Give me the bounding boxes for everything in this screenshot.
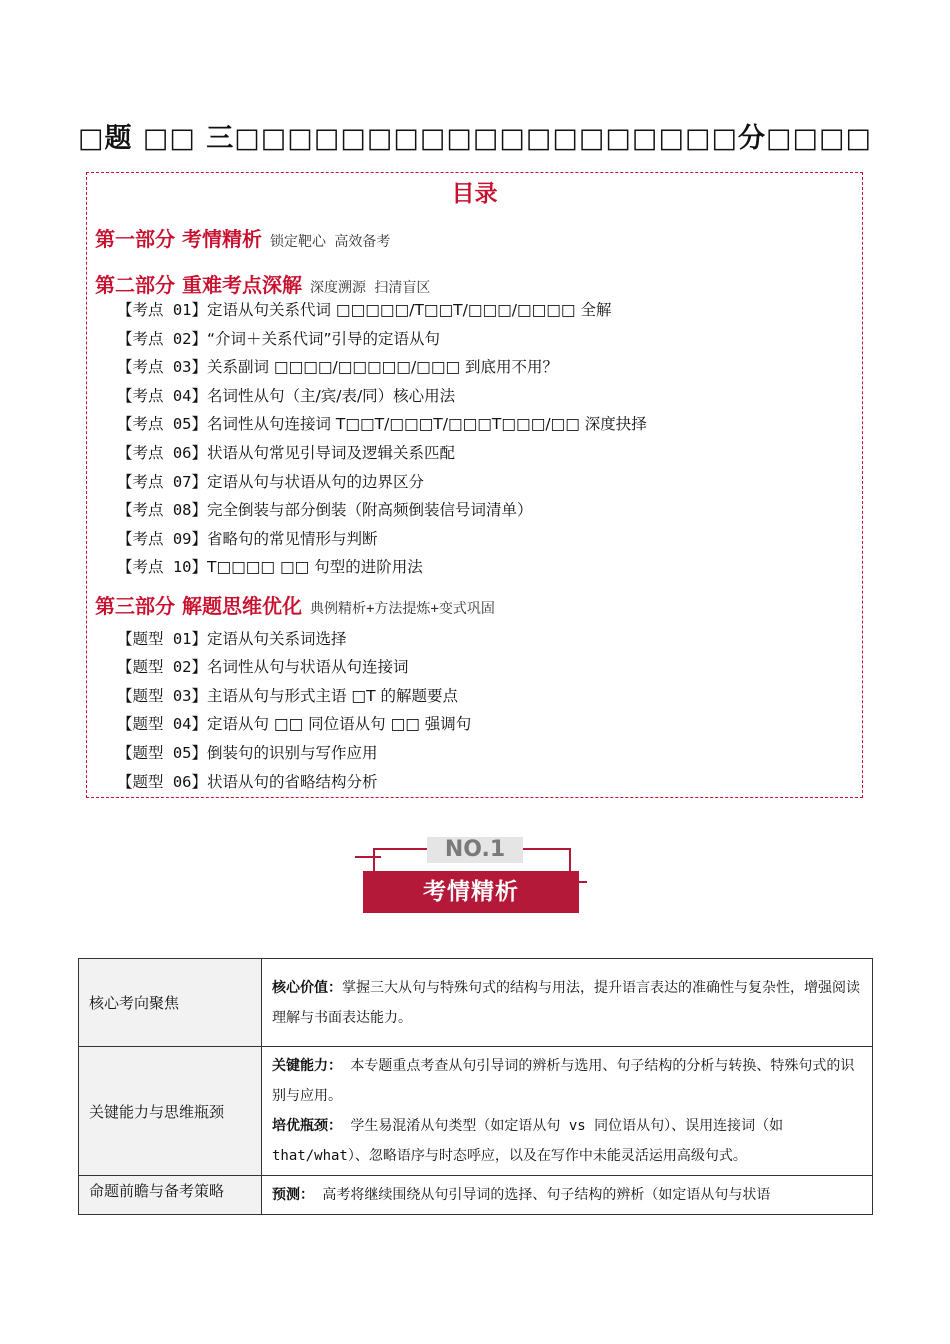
toc-point-01[interactable] [117, 300, 611, 320]
banner-line-left-vertical [373, 848, 375, 872]
toc-type-06[interactable] [117, 772, 378, 792]
point-tag: 【考点 09】 [117, 530, 207, 548]
point-text: 完全倒装与部分倒装（附高频倒装信号词清单） [207, 501, 533, 519]
toc-point-10[interactable] [117, 557, 423, 577]
type-tag: 【题型 01】 [117, 630, 207, 648]
toc-point-09[interactable] [117, 529, 378, 549]
part-title: 第三部分 解题思维优化 [95, 594, 302, 618]
paragraph [272, 1180, 862, 1210]
part-subtitle: 典例精析+方法提炼+变式巩固 [309, 601, 495, 617]
point-tag: 【考点 04】 [117, 387, 207, 405]
point-tag: 【考点 07】 [117, 473, 207, 491]
banner-line-top-right [523, 848, 571, 850]
banner-line-left [355, 856, 381, 858]
type-text: 状语从句的省略结构分析 [207, 773, 378, 791]
toc-point-08[interactable] [117, 500, 533, 520]
point-text: 状语从句常见引导词及逻辑关系匹配 [207, 444, 456, 462]
point-text: 名词性从句（主/宾/表/同）核心用法 [207, 387, 456, 405]
row-label: 核心考向聚焦 [79, 959, 262, 1047]
type-text: 定语从句 □□ 同位语从句 □□ 强调句 [207, 715, 472, 733]
paragraph-text: 掌握三大从句与特殊句式的结构与用法，提升语言表达的准确性与复杂性，增强阅读理解与书面表达能力。 [272, 980, 860, 1026]
point-text: 定语从句与状语从句的边界区分 [207, 473, 425, 491]
point-tag: 【考点 10】 [117, 558, 207, 576]
type-text: 名词性从句与状语从句连接词 [207, 658, 409, 676]
row-content [262, 1047, 873, 1176]
point-tag: 【考点 06】 [117, 444, 207, 462]
row-content [262, 959, 873, 1047]
type-tag: 【题型 04】 [117, 715, 207, 733]
toc-part-3[interactable] [95, 590, 495, 619]
section-banner [355, 835, 595, 917]
paragraph-text: 高考将继续围绕从句引导词的选择、句子结构的辨析（如定语从句与状语 [314, 1187, 771, 1203]
paragraph-bold: 培优瓶颈： [272, 1118, 342, 1134]
toc-point-03[interactable] [117, 357, 558, 377]
paragraph [272, 963, 862, 1033]
paragraph [272, 1111, 862, 1171]
point-tag: 【考点 03】 [117, 358, 207, 376]
part-subtitle: 锁定靶心 高效备考 [269, 234, 391, 250]
paragraph-text: 本专题重点考查从句引导词的辨析与选用、句子结构的分析与转换、特殊句式的识别与应用。 [272, 1058, 855, 1104]
toc-point-07[interactable] [117, 472, 424, 492]
type-tag: 【题型 05】 [117, 744, 207, 762]
toc-point-02[interactable] [117, 329, 440, 349]
banner-label: 考情精析 [363, 871, 579, 913]
paragraph-bold: 关键能力： [272, 1058, 342, 1074]
point-text: 关系副词 □□□□/□□□□□/□□□ 到底用不用？ [207, 358, 559, 376]
point-tag: 【考点 08】 [117, 501, 207, 519]
toc-type-03[interactable] [117, 686, 458, 706]
table-of-contents [86, 172, 863, 798]
point-tag: 【考点 02】 [117, 330, 207, 348]
type-tag: 【题型 06】 [117, 773, 207, 791]
banner-line-top-left [373, 848, 427, 850]
paragraph-text: 学生易混淆从句类型（如定语从句 vs 同位语从句）、误用连接词（如 that/what）、忽略语序与时态呼应，以及在写作中未能灵活运用高级句式。 [272, 1118, 784, 1164]
point-text: 省略句的常见情形与判断 [207, 530, 378, 548]
paragraph-bold: 预测： [272, 1187, 314, 1203]
paragraph [272, 1051, 862, 1111]
part-subtitle: 深度溯源 扫清盲区 [309, 280, 431, 296]
point-text: “介词＋关系代词”引导的定语从句 [207, 330, 441, 348]
part-title: 第一部分 考情精析 [95, 227, 262, 251]
banner-number: NO.1 [427, 837, 523, 863]
banner-line-right-vertical [569, 848, 571, 872]
page-title: □题 □□ 三□□□□□□□□□□□□□□□□□□□分□□□□ [77, 123, 873, 154]
toc-type-01[interactable] [117, 629, 347, 649]
toc-type-05[interactable] [117, 743, 378, 763]
table-row [79, 959, 873, 1047]
type-tag: 【题型 02】 [117, 658, 207, 676]
table-row [79, 1176, 873, 1215]
exam-analysis-table [78, 958, 873, 1215]
paragraph-bold: 核心价值： [272, 980, 342, 996]
point-text: T□□□□ □□ 句型的进阶用法 [207, 558, 423, 576]
toc-point-04[interactable] [117, 386, 455, 406]
point-tag: 【考点 05】 [117, 415, 207, 433]
part-title: 第二部分 重难考点深解 [95, 273, 302, 297]
toc-part-2[interactable] [95, 269, 430, 298]
type-text: 主语从句与形式主语 □T 的解题要点 [207, 687, 458, 705]
toc-point-06[interactable] [117, 443, 455, 463]
toc-type-02[interactable] [117, 657, 409, 677]
point-text: 定语从句关系代词 □□□□□/T□□T/□□□/□□□□ 全解 [207, 301, 612, 319]
type-text: 定语从句关系词选择 [207, 630, 347, 648]
toc-heading: 目录 [451, 181, 498, 207]
row-label: 关键能力与思维瓶颈 [79, 1047, 262, 1176]
row-content [262, 1176, 873, 1215]
type-tag: 【题型 03】 [117, 687, 207, 705]
point-tag: 【考点 01】 [117, 301, 207, 319]
table-row [79, 1047, 873, 1176]
point-text: 名词性从句连接词 T□□T/□□□T/□□□T□□□/□□ 深度抉择 [207, 415, 647, 433]
row-label: 命题前瞻与备考策略 [79, 1176, 262, 1215]
toc-type-04[interactable] [117, 714, 471, 734]
toc-part-1[interactable] [95, 223, 390, 252]
type-text: 倒装句的识别与写作应用 [207, 744, 378, 762]
toc-point-05[interactable] [117, 414, 647, 434]
